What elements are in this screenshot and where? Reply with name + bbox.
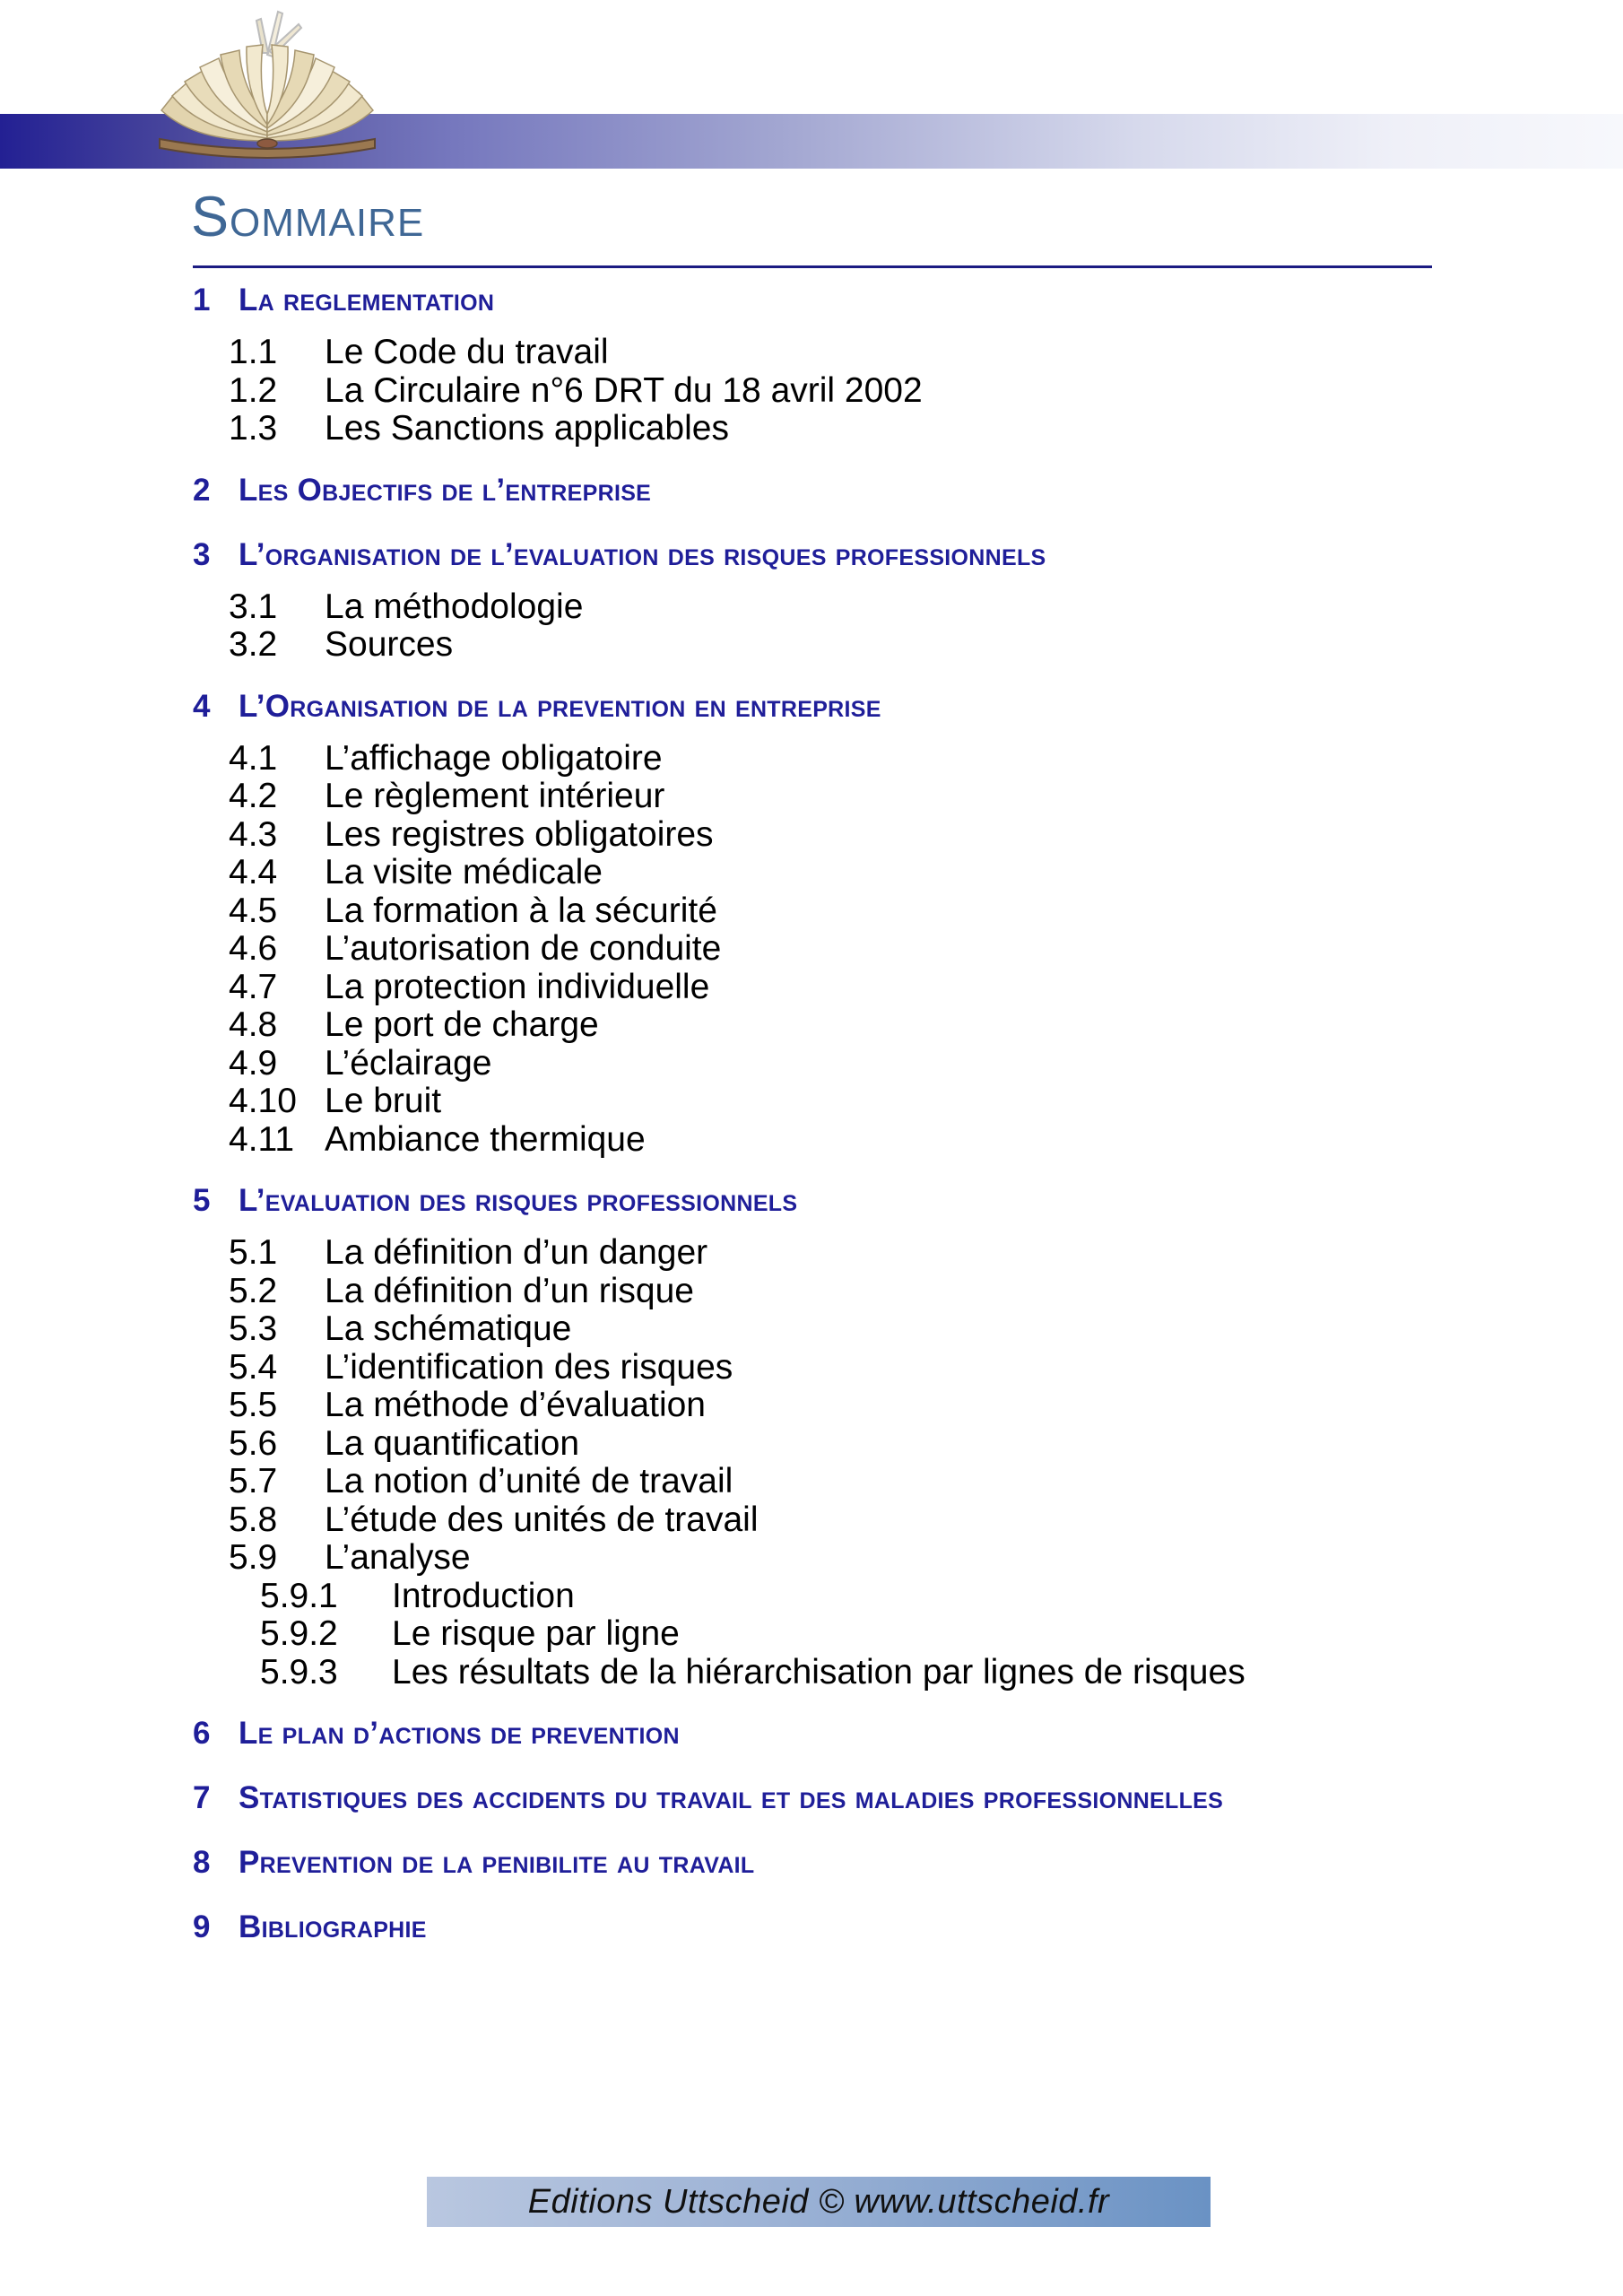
toc-entry-number: 1 [193,283,211,317]
toc-entry [0,1539,1623,1578]
toc-entry [0,1425,1623,1464]
toc-entry-number: 3.1 [229,587,278,626]
toc-entry-label: Le port de charge [325,1005,599,1044]
toc-entry-number: 7 [193,1780,211,1815]
toc-entry-label: Bibliographie [239,1909,427,1944]
toc-entry-number: 5.9.2 [260,1614,338,1653]
toc-entry [0,740,1623,778]
toc-entry-number: 1.3 [229,409,278,448]
toc-entry [0,1578,1623,1616]
toc-entry [0,1273,1623,1311]
toc-entry-number: 4.4 [229,853,278,891]
toc-entry-label: L’affichage obligatoire [325,738,663,778]
toc-entry-label: Le risque par ligne [392,1614,680,1653]
toc-entry-number: 6 [193,1716,211,1751]
toc-entry-number: 4.3 [229,814,278,854]
toc-entry-label: L’autorisation de conduite [325,929,722,968]
toc-entry-label: Les Sanctions applicables [325,409,729,448]
toc-entry-label: La reglementation [239,283,495,317]
toc-entry-label: L’Organisation de la prevention en entreprise [239,688,881,724]
toc-section [0,1711,1623,1756]
toc-section [0,278,1623,323]
toc-entry [0,1310,1623,1349]
toc-entry-label: L’identification des risques [325,1347,733,1387]
toc-entry-number: 8 [193,1845,211,1880]
toc-entry-label: La définition d’un danger [325,1233,708,1272]
toc-entry [0,1463,1623,1501]
toc-entry-label: Introduction [392,1576,575,1615]
toc-entry-label: La notion d’unité de travail [325,1462,733,1500]
toc-section [0,1905,1623,1950]
toc-entry-label: La méthodologie [325,587,584,626]
toc-entry [0,1654,1623,1692]
toc-entry-number: 2 [193,472,211,508]
toc-entry-label: Le bruit [325,1082,442,1120]
toc-entry [0,892,1623,931]
toc-entry-number: 5.9.1 [260,1576,338,1615]
toc-entry [0,854,1623,892]
toc-entry-number: 3.2 [229,625,278,664]
toc-entry-number: 4.1 [229,738,278,778]
toc-entry-label: Ambiance thermique [325,1119,646,1159]
toc-entry-number: 9 [193,1909,211,1944]
toc-section [0,1178,1623,1223]
toc-section [0,533,1623,578]
toc-entry-number: 4.5 [229,891,278,930]
toc-entry-number: 4.8 [229,1005,278,1044]
toc-entry-number: 4.6 [229,929,278,968]
toc-entry-number: 4.10 [229,1082,297,1120]
toc-entry-label: Le règlement intérieur [325,777,665,815]
toc-section [0,684,1623,729]
toc-entry-number: 1.1 [229,333,278,371]
toc-section [0,1840,1623,1885]
toc-entry [0,1234,1623,1273]
toc-entry-number: 4.11 [229,1119,295,1159]
toc-entry [0,334,1623,372]
toc-entry [0,778,1623,816]
toc-entry [0,1615,1623,1654]
toc-entry-number: 4.7 [229,967,278,1006]
toc-section [0,468,1623,513]
toc-entry-label: Statistiques des accidents du travail et des maladies professionnelles [239,1780,1224,1815]
toc-entry-label: L’organisation de l’evaluation des risques professionnels [239,536,1046,572]
toc-entry-number: 5 [193,1183,211,1218]
toc-section [0,1776,1623,1821]
toc-entry-label: Prevention de la penibilite au travail [239,1845,755,1880]
toc-entry-label: L’evaluation des risques professionnels [239,1183,798,1218]
toc-entry-number: 5.2 [229,1271,278,1310]
toc-entry-label: La schématique [325,1309,572,1348]
toc-entry [0,1387,1623,1425]
toc-entry-label: Les résultats de la hiérarchisation par lignes de risques [392,1652,1245,1692]
toc-entry-number: 5.8 [229,1500,278,1539]
footer-text: Editions Uttscheid © www.uttscheid.fr [527,2182,1110,2221]
toc-entry [0,816,1623,855]
toc-entry-number: 5.6 [229,1423,278,1463]
toc-entry [0,1045,1623,1083]
toc-entry-number: 5.4 [229,1347,278,1387]
toc-entry-number: 5.5 [229,1386,278,1424]
toc-entry-number: 4.2 [229,777,278,815]
toc-entry [0,969,1623,1007]
toc [0,258,1623,1961]
toc-entry-number: 5.9 [229,1538,278,1577]
toc-entry-number: 5.1 [229,1233,278,1272]
toc-entry-label: La Circulaire n°6 DRT du 18 avril 2002 [325,370,923,410]
toc-entry-label: La visite médicale [325,853,603,891]
toc-entry-label: Sources [325,625,454,664]
toc-entry [0,626,1623,665]
toc-entry-label: La méthode d’évaluation [325,1386,706,1424]
toc-entry-label: La quantification [325,1423,580,1463]
toc-entry-label: L’analyse [325,1538,471,1577]
toc-entry-number: 5.7 [229,1462,278,1500]
toc-entry-number: 1.2 [229,370,278,410]
toc-entry-label: Les registres obligatoires [325,814,714,854]
toc-entry [0,1121,1623,1160]
open-book-image [135,4,399,170]
toc-entry-label: La formation à la sécurité [325,891,717,930]
footer-bar [427,2177,1211,2227]
toc-entry [0,410,1623,448]
toc-entry-number: 4.9 [229,1043,278,1083]
toc-entry [0,588,1623,627]
toc-entry [0,372,1623,411]
toc-entry-label: La définition d’un risque [325,1271,694,1310]
toc-entry [0,1083,1623,1121]
toc-entry-number: 4 [193,688,211,724]
toc-entry [0,1349,1623,1387]
toc-entry-label: La protection individuelle [325,967,710,1006]
page-title: Sommaire [191,186,425,248]
toc-entry [0,1501,1623,1540]
toc-entry-number: 3 [193,536,211,572]
toc-entry [0,930,1623,969]
toc-entry-label: L’étude des unités de travail [325,1500,759,1539]
toc-entry-label: Les Objectifs de l’entreprise [239,472,652,508]
toc-entry [0,1006,1623,1045]
toc-entry-label: Le Code du travail [325,333,609,371]
toc-entry-number: 5.3 [229,1309,278,1348]
toc-entry-label: L’éclairage [325,1043,492,1083]
toc-entry-number: 5.9.3 [260,1652,338,1692]
toc-entry-label: Le plan d’actions de prevention [239,1716,680,1751]
